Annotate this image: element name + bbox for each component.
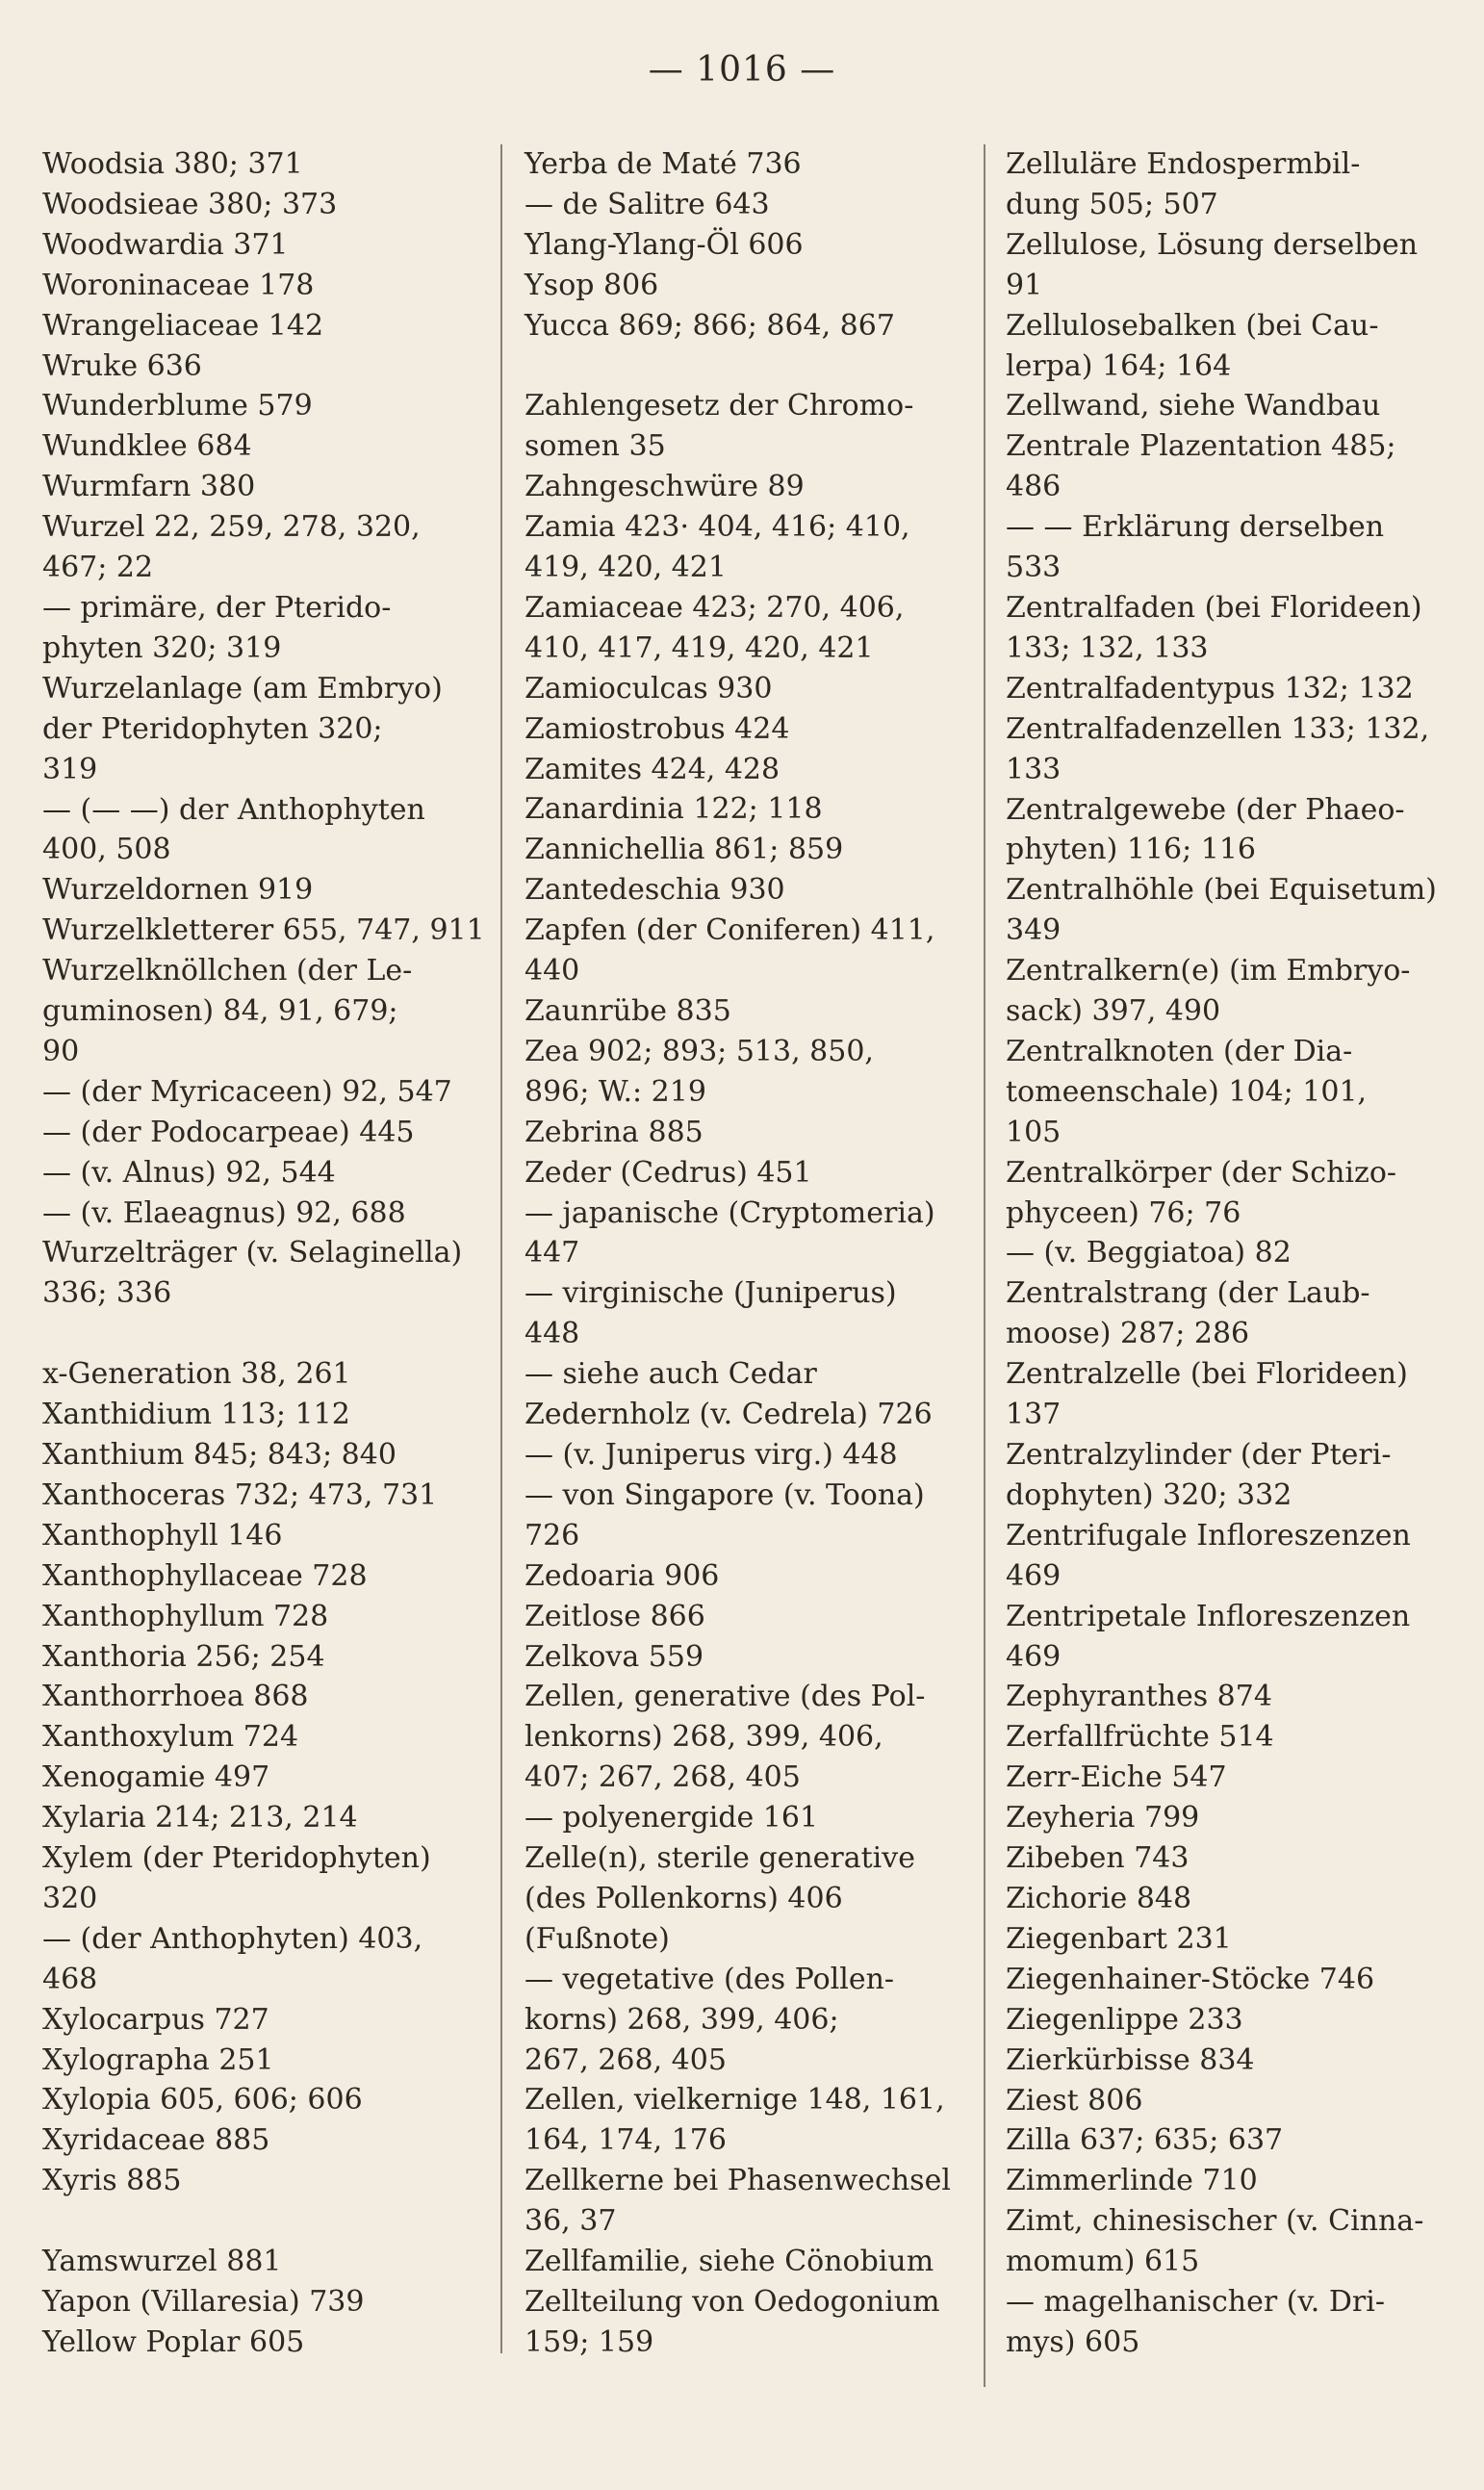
- index-entry: 533: [1006, 551, 1062, 585]
- index-entry: 726: [525, 1518, 580, 1553]
- index-entry: Zentripetale Infloreszenzen: [1006, 1599, 1411, 1633]
- index-entry: Wurzelknöllchen (der Le-: [42, 954, 413, 988]
- index-entry: Xanthium 845; 843; 840: [42, 1437, 397, 1472]
- index-entry: — magelhanischer (v. Dri-: [1006, 2285, 1385, 2320]
- index-entry: Zichorie 848: [1006, 1881, 1192, 1915]
- index-entry: Zanardinia 122; 118: [525, 792, 823, 827]
- index-entry: lenkorns) 268, 399, 406,: [525, 1720, 883, 1755]
- index-entry: Xanthorrhoea 868: [42, 1680, 309, 1714]
- index-entry: Zedoaria 906: [525, 1558, 720, 1593]
- index-entry: Zibeben 743: [1006, 1841, 1190, 1876]
- index-entry: 159; 159: [525, 2324, 654, 2359]
- index-entry: Wrangeliaceae 142: [42, 308, 324, 343]
- index-entry: Zerr-Eiche 547: [1006, 1760, 1227, 1795]
- column-divider: [984, 144, 985, 2387]
- index-entry: Xyridaceae 885: [42, 2123, 270, 2158]
- index-entry: 448: [525, 1317, 580, 1351]
- index-entry: Zilla 637; 635; 637: [1006, 2123, 1284, 2158]
- index-entry: Zamiaceae 423; 270, 406,: [525, 590, 905, 625]
- index-entry: Wurzelanlage (am Embryo): [42, 671, 443, 706]
- index-entry: Xylem (der Pteridophyten): [42, 1841, 431, 1876]
- index-entry: Xanthophyllum 728: [42, 1599, 329, 1633]
- index-entry: 36, 37: [525, 2204, 617, 2239]
- index-entry: Zentralhöhle (bei Equisetum): [1006, 873, 1437, 908]
- index-entry: — (der Anthophyten) 403,: [42, 1921, 423, 1956]
- index-entry: phyceen) 76; 76: [1006, 1195, 1241, 1230]
- index-entry: — (der Podocarpeae) 445: [42, 1115, 415, 1149]
- index-entry: Zamites 424, 428: [525, 752, 780, 786]
- index-entry: 336; 336: [42, 1276, 172, 1311]
- index-entry: Woodsieae 380; 373: [42, 187, 338, 221]
- index-entry: Zentralfaden (bei Florideen): [1006, 590, 1422, 625]
- index-column-3: [1006, 144, 1444, 2363]
- index-entry: momum) 615: [1006, 2245, 1200, 2279]
- index-entry: 467; 22: [42, 551, 154, 585]
- index-entry: Xanthoxylum 724: [42, 1720, 299, 1755]
- index-entry: Zierkürbisse 834: [1006, 2042, 1255, 2077]
- index-entry: 410, 417, 419, 420, 421: [525, 630, 874, 665]
- index-entry: Wundklee 684: [42, 429, 252, 464]
- index-entry: — von Singapore (v. Toona): [525, 1477, 925, 1512]
- index-entry: 468: [42, 1962, 98, 1996]
- index-entry: tomeenschale) 104; 101,: [1006, 1074, 1368, 1109]
- index-entry: 133; 132, 133: [1006, 630, 1209, 665]
- index-entry: 440: [525, 954, 580, 988]
- index-entry: Xenogamie 497: [42, 1760, 270, 1795]
- index-entry: Zahngeschwüre 89: [525, 470, 805, 504]
- index-entry: moose) 287; 286: [1006, 1317, 1250, 1351]
- index-entry: Xylopia 605, 606; 606: [42, 2083, 363, 2118]
- index-entry: 137: [1006, 1398, 1062, 1432]
- index-entry: Xylographa 251: [42, 2042, 274, 2077]
- index-entry: Ziegenhainer-Stöcke 746: [1006, 1962, 1375, 1996]
- index-entry: Zephyranthes 874: [1006, 1680, 1272, 1714]
- index-entry: Zellfamilie, siehe Cönobium: [525, 2245, 934, 2279]
- index-entry: Zentrale Plazentation 485;: [1006, 429, 1396, 464]
- index-entry: Zerfallfrüchte 514: [1006, 1720, 1274, 1755]
- index-entry: — japanische (Cryptomeria): [525, 1195, 935, 1230]
- index-entry: Zahlengesetz der Chromo-: [525, 389, 914, 424]
- index-entry: Woodsia 380; 371: [42, 147, 303, 181]
- index-entry: 91: [1006, 268, 1043, 302]
- index-entry: Zimmerlinde 710: [1006, 2164, 1258, 2198]
- index-entry: Yapon (Villaresia) 739: [42, 2285, 365, 2319]
- index-entry: dung 505; 507: [1006, 187, 1218, 221]
- index-entry: Woodwardia 371: [42, 227, 289, 262]
- index-entry: 349: [1006, 913, 1062, 948]
- index-entry: Zeyheria 799: [1006, 1801, 1200, 1835]
- section-gap: [42, 1314, 480, 1354]
- index-entry: Woroninaceae 178: [42, 268, 315, 302]
- index-entry: Zapfen (der Coniferen) 411,: [525, 913, 935, 948]
- index-entry: 896; W.: 219: [525, 1074, 706, 1109]
- index-entry: Zeitlose 866: [525, 1599, 705, 1633]
- index-entry: Zellen, generative (des Pol-: [525, 1680, 926, 1714]
- index-entry: 447: [525, 1236, 580, 1271]
- index-column-1: [42, 144, 485, 2363]
- index-entry: 164, 174, 176: [525, 2123, 727, 2158]
- index-entry: Xylocarpus 727: [42, 2002, 269, 2037]
- index-entry: Xanthoceras 732; 473, 731: [42, 1477, 438, 1512]
- index-entry: — virginische (Juniperus): [525, 1276, 897, 1311]
- index-entry: Ysop 806: [525, 268, 659, 302]
- index-entry: (Fußnote): [525, 1921, 670, 1956]
- index-entry: Zentralkörper (der Schizo-: [1006, 1155, 1397, 1190]
- index-entry: Xanthoria 256; 254: [42, 1639, 325, 1674]
- index-entry: Ziegenlippe 233: [1006, 2002, 1243, 2037]
- index-entry: — (v. Beggiatoa) 82: [1006, 1236, 1292, 1271]
- index-entry: Yucca 869; 866; 864, 867: [525, 308, 895, 343]
- index-entry: sack) 397, 490: [1006, 994, 1221, 1029]
- index-entry: Zellteilung von Oedogonium: [525, 2285, 940, 2320]
- index-entry: Zentralfadenzellen 133; 132,: [1006, 711, 1430, 746]
- index-entry: Zelluläre Endospermbil-: [1006, 147, 1361, 181]
- index-entry: Zellwand, siehe Wandbau: [1006, 389, 1381, 424]
- index-entry: Zentralknoten (der Dia-: [1006, 1034, 1353, 1068]
- index-entry: 400, 508: [42, 833, 171, 867]
- index-entry: korns) 268, 399, 406;: [525, 2002, 839, 2037]
- index-entry: Wurmfarn 380: [42, 470, 256, 504]
- index-entry: Xylaria 214; 213, 214: [42, 1801, 358, 1835]
- index-entry: mys) 605: [1006, 2324, 1140, 2359]
- index-entry: — siehe auch Cedar: [525, 1357, 817, 1392]
- index-entry: — — Erklärung derselben: [1006, 510, 1385, 545]
- index-entry: 469: [1006, 1639, 1062, 1674]
- index-entry: Zimt, chinesischer (v. Cinna-: [1006, 2204, 1424, 2239]
- index-entry: 267, 268, 405: [525, 2042, 727, 2077]
- section-gap: [42, 2201, 480, 2242]
- index-entry: — vegetative (des Pollen-: [525, 1962, 895, 1996]
- index-column-2: [525, 144, 960, 2363]
- index-entry: Zea 902; 893; 513, 850,: [525, 1034, 874, 1068]
- index-entry: — de Salitre 643: [525, 187, 770, 221]
- index-entry: Zentralkern(e) (im Embryo-: [1006, 954, 1411, 988]
- index-entry: Zellkerne bei Phasenwechsel: [525, 2164, 951, 2198]
- index-entry: 90: [42, 1034, 80, 1068]
- index-entry: 319: [42, 752, 98, 786]
- index-entry: Zaunrübe 835: [525, 994, 731, 1029]
- index-entry: Zelkova 559: [525, 1639, 704, 1674]
- index-entry: der Pteridophyten 320;: [42, 711, 383, 746]
- index-entry: Zellulose, Lösung derselben: [1006, 227, 1419, 262]
- index-entry: Wurzelkletterer 655, 747, 911: [42, 913, 485, 948]
- index-entry: Zamiostrobus 424: [525, 711, 790, 746]
- index-entry: Wunderblume 579: [42, 389, 313, 424]
- index-entry: Wurzelträger (v. Selaginella): [42, 1236, 463, 1271]
- index-entry: Zellulosebalken (bei Cau-: [1006, 308, 1379, 343]
- index-entry: — (der Myricaceen) 92, 547: [42, 1074, 452, 1109]
- index-entry: Xanthidium 113; 112: [42, 1398, 350, 1432]
- index-entry: 105: [1006, 1115, 1062, 1149]
- index-entry: Zamia 423· 404, 416; 410,: [525, 510, 910, 545]
- index-entry: 419, 420, 421: [525, 551, 727, 585]
- index-entry: Xanthophyllaceae 728: [42, 1558, 368, 1593]
- index-entry: phyten) 116; 116: [1006, 833, 1257, 867]
- index-entry: Zelle(n), sterile generative: [525, 1841, 915, 1876]
- index-entry: Zeder (Cedrus) 451: [525, 1155, 812, 1190]
- index-entry: Zentralgewebe (der Phaeo-: [1006, 792, 1405, 827]
- section-gap: [525, 347, 960, 387]
- index-entry: Zentrifugale Infloreszenzen: [1006, 1518, 1411, 1553]
- index-entry: Ylang-Ylang-Öl 606: [525, 227, 804, 262]
- index-entry: Ziest 806: [1006, 2083, 1143, 2118]
- index-entry: 469: [1006, 1558, 1062, 1593]
- index-entry: Zedernholz (v. Cedrela) 726: [525, 1398, 933, 1432]
- index-entry: Zentralzylinder (der Pteri-: [1006, 1438, 1392, 1472]
- index-entry: lerpa) 164; 164: [1006, 348, 1232, 383]
- index-entry: Zebrina 885: [525, 1115, 704, 1149]
- index-entry: guminosen) 84, 91, 679;: [42, 994, 398, 1029]
- index-entry: — (v. Elaeagnus) 92, 688: [42, 1195, 406, 1230]
- index-entry: Zentralzelle (bei Florideen): [1006, 1357, 1408, 1392]
- index-entry: Yamswurzel 881: [42, 2245, 282, 2279]
- index-entry: somen 35: [525, 429, 666, 464]
- index-entry: — (v. Juniperus virg.) 448: [525, 1437, 898, 1472]
- index-entry: Zellen, vielkernige 148, 161,: [525, 2083, 945, 2118]
- index-entry: (des Pollenkorns) 406: [525, 1881, 843, 1915]
- index-entry: — polyenergide 161: [525, 1801, 819, 1835]
- index-entry: Zamioculcas 930: [525, 671, 773, 706]
- index-entry: — (v. Alnus) 92, 544: [42, 1155, 336, 1190]
- index-entry: Xyris 885: [42, 2164, 182, 2198]
- column-divider: [500, 144, 502, 2353]
- index-entry: Ziegenbart 231: [1006, 1921, 1232, 1956]
- index-entry: — (— —) der Anthophyten: [42, 792, 425, 827]
- index-entry: phyten 320; 319: [42, 630, 282, 665]
- index-entry: Yerba de Maté 736: [525, 147, 802, 181]
- page-number: — 1016 —: [648, 50, 836, 90]
- index-entry: 486: [1006, 470, 1062, 504]
- index-entry: 320: [42, 1881, 98, 1915]
- index-entry: 133: [1006, 752, 1062, 786]
- index-entry: Wruke 636: [42, 348, 202, 383]
- index-entry: Yellow Poplar 605: [42, 2324, 305, 2359]
- index-entry: Zannichellia 861; 859: [525, 833, 844, 867]
- index-entry: dophyten) 320; 332: [1006, 1477, 1292, 1512]
- index-entry: Wurzel 22, 259, 278, 320,: [42, 510, 421, 545]
- index-entry: Zentralfadentypus 132; 132: [1006, 671, 1414, 706]
- index-entry: Zantedeschia 930: [525, 873, 785, 908]
- index-entry: x-Generation 38, 261: [42, 1357, 351, 1392]
- index-entry: Xanthophyll 146: [42, 1518, 283, 1553]
- index-entry: 407; 267, 268, 405: [525, 1760, 801, 1795]
- index-entry: Zentralstrang (der Laub-: [1006, 1276, 1370, 1311]
- index-entry: — primäre, der Pterido-: [42, 590, 392, 625]
- index-entry: Wurzeldornen 919: [42, 873, 314, 908]
